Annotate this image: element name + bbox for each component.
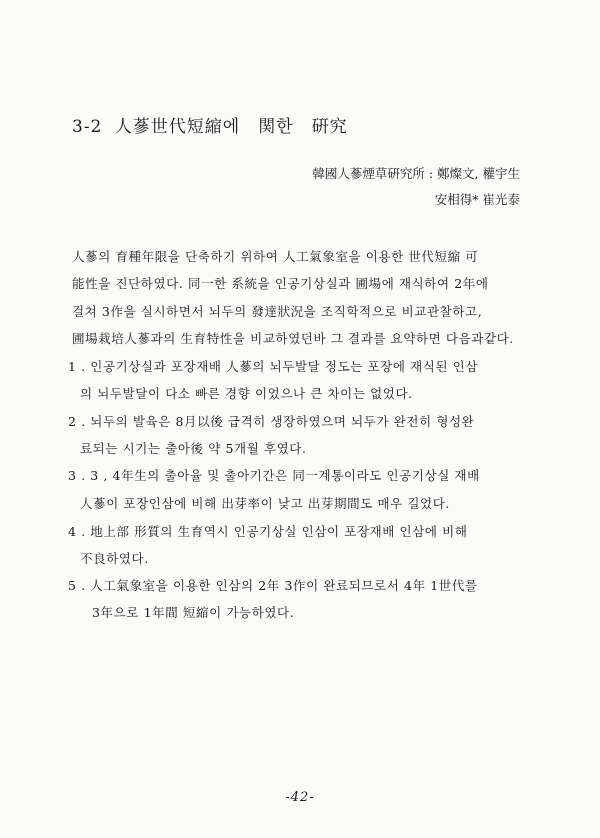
paragraph-line: 걸쳐 3作을 실시하면서 뇌두의 發達狀況을 조직학적으로 비교관찰하고, (72, 304, 483, 319)
title-part-2: 関한 (258, 117, 294, 137)
summary-item-line: 2 . 뇌두의 발육은 8月以後 급격히 생장하였으며 뇌두가 완전히 형성완 (68, 414, 475, 429)
title-part-1: 人蔘世代短縮에 (114, 117, 241, 137)
paragraph-line: 圃場栽培人蔘과의 生育特性을 비교하였던바 그 결과를 요약하면 다음과같다. (72, 331, 514, 346)
affiliation: 韓國人蔘煙草硏究所 : 鄭燦文, 權宇生 (312, 166, 520, 181)
summary-item-line: 5 . 人工氣象室을 이용한 인삼의 2年 3作이 완료되므로서 4年 1世代를 (68, 578, 478, 593)
summary-item-line: 不良하였다. (80, 551, 149, 566)
summary-item-line: 4 . 地上部 形質의 生育역시 인공기상실 인삼이 포장재배 인삼에 비해 (68, 524, 468, 539)
title-number: 3-2 (72, 117, 103, 137)
summary-item-line: 1 . 인공기상실과 포장재배 人蔘의 뇌두발달 정도는 포장에 재식된 인삼 (68, 359, 479, 374)
summary-item-line: 人蔘이 포장인삼에 비해 出芽率이 낮고 出芽期間도 매우 길었다. (80, 496, 450, 511)
summary-item-line: 3 . 3 , 4年生의 출아율 및 출아기간은 同一계통이라도 인공기상실 재배 (68, 468, 480, 483)
paragraph-line: 能性을 진단하였다. 同一한 系統을 인공기상실과 圃場에 재식하여 2年에 (72, 276, 489, 291)
authors-line-2: 安相得* 崔光泰 (434, 192, 520, 207)
summary-item-line: 의 뇌두발달이 다소 빠른 경향 이었으나 큰 차이는 없었다. (80, 386, 413, 401)
paper-title (72, 112, 348, 137)
summary-item-line: 료되는 시기는 출아後 약 5개월 후였다. (80, 441, 307, 456)
paragraph-line: 人蔘의 育種年限을 단축하기 위하여 人工氣象室을 이용한 世代短縮 可 (72, 249, 479, 264)
title-part-3: 硏究 (311, 117, 348, 137)
summary-item-line: 3年으로 1年間 短縮이 가능하였다. (92, 605, 295, 620)
page-number: -42- (285, 790, 315, 805)
